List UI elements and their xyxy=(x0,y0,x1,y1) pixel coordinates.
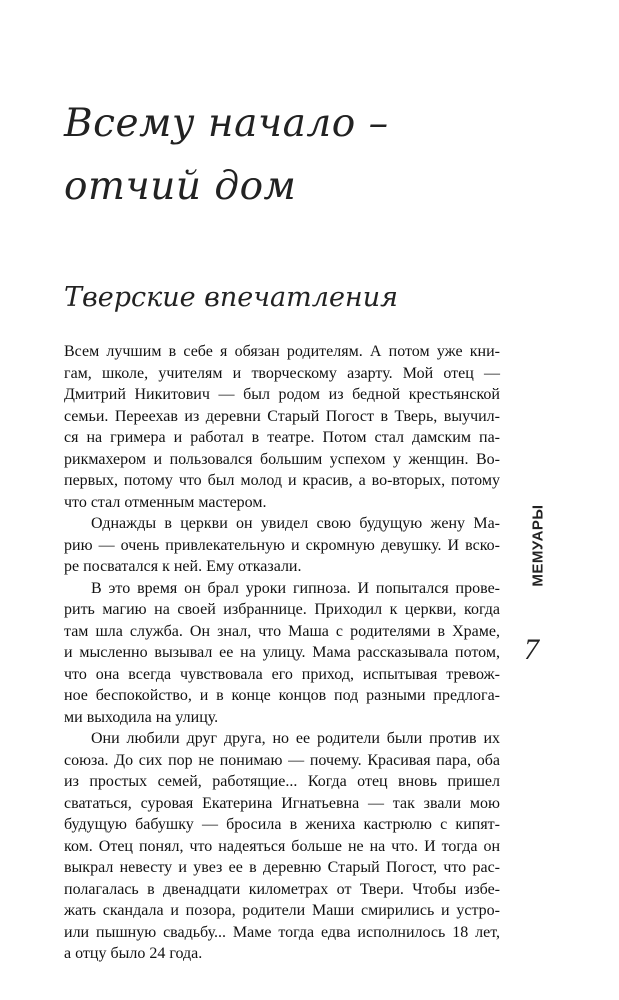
text-line: ся на гримера и работал в театре. Потом стал дамским па- xyxy=(64,429,500,446)
text-line: из простых семей, работящие... Когда отец вновь пришел xyxy=(64,773,500,790)
text-line: Всем лучшим в себе я обязан родителям. А потом уже кни- xyxy=(64,343,500,360)
page-number: 7 xyxy=(524,633,539,666)
paragraph xyxy=(64,578,500,729)
chapter-title xyxy=(64,92,484,218)
text-line: полагалась в двенадцати километрах от Твери. Чтобы избе- xyxy=(64,880,500,898)
text-line: и мысленно вызывал ее на улицу. Мама рассказывала потом, xyxy=(64,644,500,661)
chapter-title-line: Всему начало – xyxy=(64,101,389,146)
chapter-title-line: отчий дом xyxy=(64,164,297,209)
text-line: рию — очень привлекательную и скромную девушку. И вско- xyxy=(64,536,500,554)
text-line: Дмитрий Никитович — был родом из бедной крестьянской xyxy=(64,386,500,403)
text-line: В это время он брал уроки гипноза. И попытался прове- xyxy=(91,579,500,597)
running-head xyxy=(528,500,548,590)
text-line: свататься, суровая Екатерина Игнатьевна — так звали мою xyxy=(64,794,500,812)
text-line: семьи. Переехав из деревни Старый Погост в Тверь, выучил- xyxy=(64,407,500,425)
text-line: что она всегда чувствовала его приход, испытывая тревож- xyxy=(64,665,500,683)
text-line: гам, школе, учителям и творческому азарту. Мой отец — xyxy=(64,364,500,382)
text-line: жать скандала и позора, родители Маши смирились и устро- xyxy=(64,902,500,919)
text-line: а отцу было 24 года. xyxy=(64,945,203,962)
text-line: там шла служба. Он знал, что Маша с родителями в Храме, xyxy=(64,622,500,640)
text-line: или пышную свадьбу... Маме тогда едва исполнилось 18 лет, xyxy=(64,923,500,941)
text-line: Однажды в церкви он увидел свою будущую жену Ма- xyxy=(91,515,500,532)
text-line: союза. До сих пор не понимаю — почему. Красивая пара, оба xyxy=(64,751,500,769)
paragraph xyxy=(64,513,500,578)
paragraph xyxy=(64,728,500,965)
section-title: Тверские впечатления xyxy=(64,282,398,313)
running-head-label: МЕМУАРЫ xyxy=(529,503,547,587)
text-line: выкрал невесту и увез ее в деревню Старый Погост, что рас- xyxy=(64,859,500,876)
text-line: ком. Отец понял, что надеяться больше не на что. И тогда он xyxy=(64,837,500,855)
text-line: рикмахером и пользовался большим успехом у женщин. Во- xyxy=(64,450,500,468)
paragraph xyxy=(64,341,500,513)
text-line: Они любили друг друга, но ее родители были против их xyxy=(91,730,500,747)
text-line: что стал отменным мастером. xyxy=(64,493,267,511)
body-text xyxy=(64,341,500,965)
text-line: ре посватался к ней. Ему отказали. xyxy=(64,558,302,575)
text-line: ми выходила на улицу. xyxy=(64,708,219,726)
text-line: рить магию на своей избраннице. Приходил к церкви, когда xyxy=(64,601,500,618)
text-line: будущую бабушку — бросила в жениха кастрюлю с кипят- xyxy=(64,816,500,833)
text-line: ное беспокойство, и в конце концов под разными предлога- xyxy=(64,687,500,704)
text-line: первых, потому что был молод и красив, а во-вторых, потому xyxy=(64,472,500,489)
